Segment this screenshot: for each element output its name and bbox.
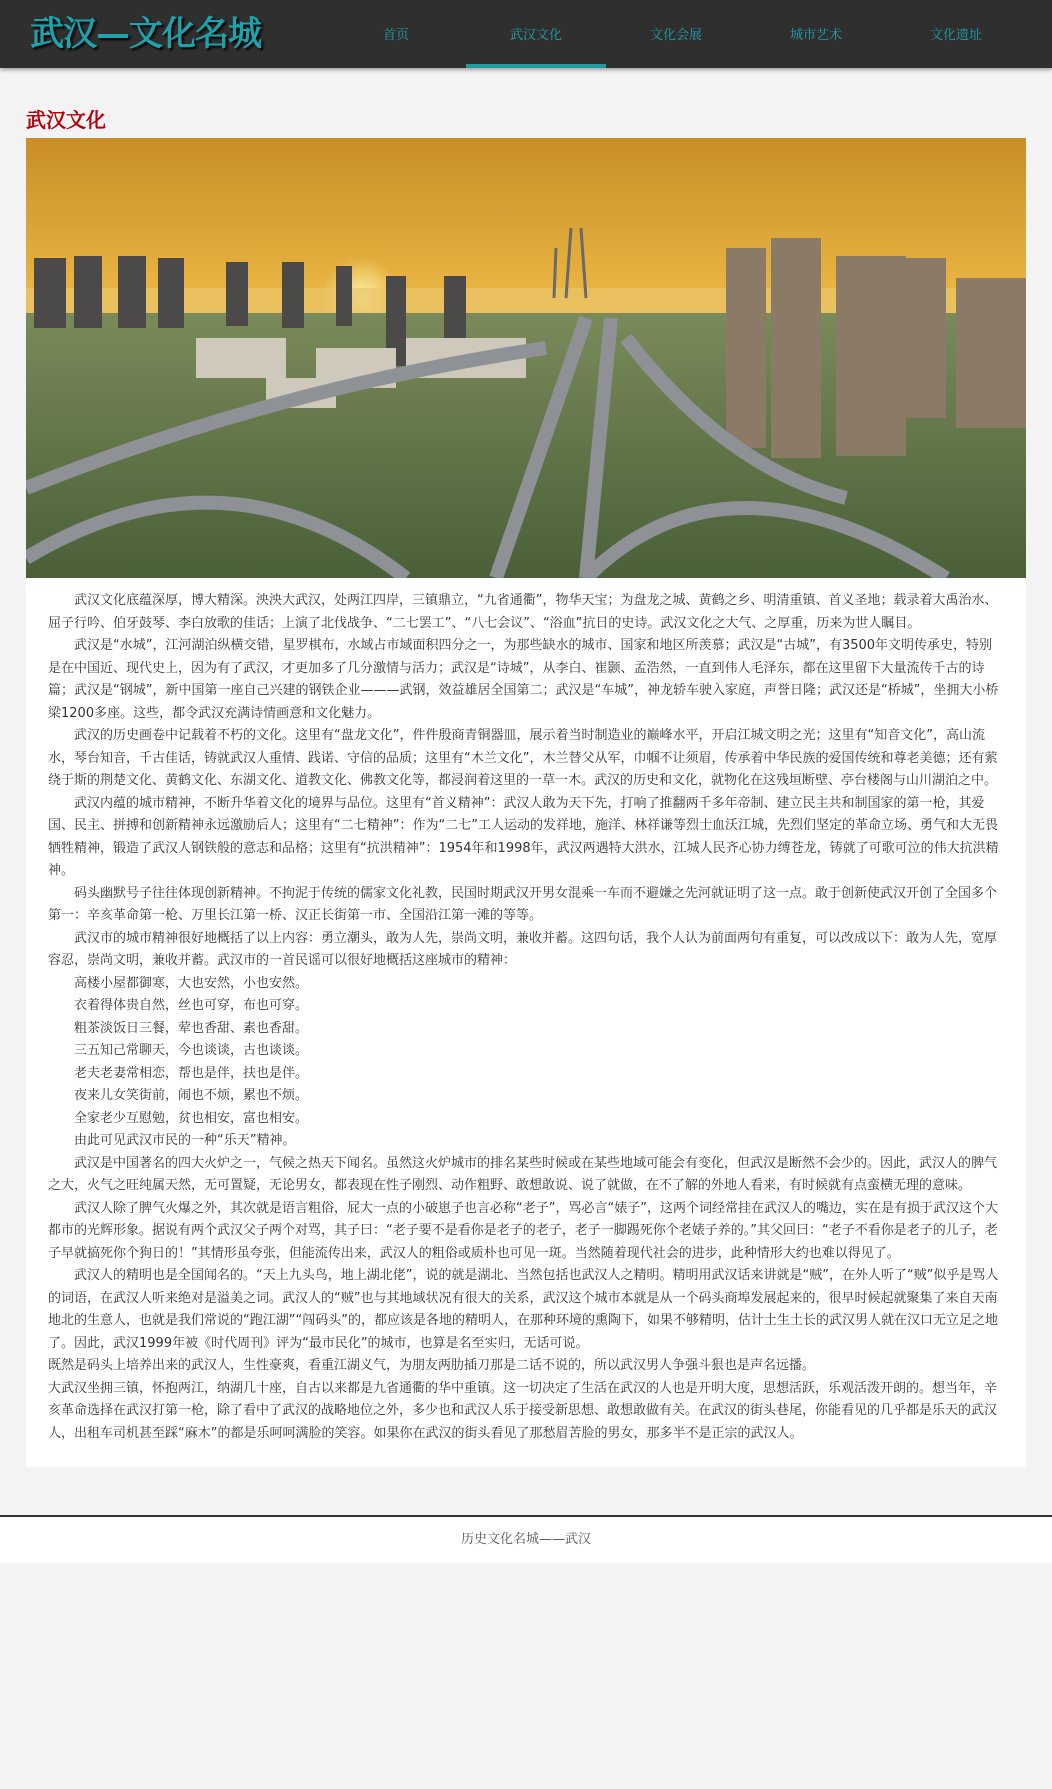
folk-rhyme-line: 夜来儿女笑街前，闹也不烦，累也不烦。 <box>74 1088 309 1103</box>
nav-item-wuhan-culture[interactable]: 武汉文化 <box>466 0 606 68</box>
footer-text: 历史文化名城——武汉 <box>460 1532 591 1547</box>
site-logo[interactable]: 武汉—文化名城 <box>30 14 261 54</box>
site-header <box>0 0 1052 68</box>
paragraph: 武汉人除了脾气火爆之外，其次就是语言粗俗，屁大一点的小破崽子也言必称“老子”，骂必言“婊子”，这两个词经常挂在武汉人的嘴边，实在是有损于武汉这个大都市的光辉形象。据说有两个武汉父子两个对骂，其子曰：“老子要不是看你是老子的老子，老子一脚踢死你个老婊子养的。”其父回曰：“老子不看你是老子的儿子，老子早就搞死你个狗日的！”其情形虽夸张，但能流传出来，武汉人的粗俗或质朴也可见一斑。当然随着现代社会的进步，此种情形大约也难以得见了。 <box>48 1200 998 1261</box>
folk-rhyme-line: 衣着得体贵自然，丝也可穿，布也可穿。 <box>74 998 309 1013</box>
main-nav <box>326 0 1026 68</box>
paragraph: 武汉是中国著名的四大火炉之一，气候之热天下闻名。虽然这火炉城市的排名某些时候或在某些地域可能会有变化，但武汉是断然不会少的。因此，武汉人的脾气之大，火气之旺纯属天然，无可置疑，无论男女，都表现在性子刚烈、动作粗野、敢想敢说、说了就做，在不了解的外地人看来，有时候就有点蛮横无理的意味。 <box>48 1155 998 1193</box>
folk-rhyme-line: 粗茶淡饭日三餐，荤也香甜、素也香甜。 <box>74 1020 309 1036</box>
paragraph: 武汉是“水城”，江河湖泊纵横交错，星罗棋布，水域占市域面积四分之一，为那些缺水的城市、国家和地区所羡慕；武汉是“古城”，有3500年文明传承史，特别是在中国近、现代史上，因为有了武汉，才更加多了几分激情与活力；武汉是“诗城”，从李白、崔颢、孟浩然，一直到伟人毛泽东，都在这里留下大量流传千古的诗篇；武汉是“钢城”，新中国第一座自己兴建的钢铁企业———武钢，效益雄居全国第二；武汉是“车城”，神龙轿车驶入家庭，声誉日隆；武汉还是“桥城”，坐拥大小桥梁1200多座。这些，都令武汉充满诗情画意和文化魅力。 <box>48 638 999 721</box>
paragraph: 码头幽默号子往往体现创新精神。不拘泥于传统的儒家文化礼教，民国时期武汉开男女混乘一车而不避嫌之先河就证明了这一点。敢于创新使武汉开创了全国多个第一：辛亥革命第一枪、万里长江第一桥、汉正长街第一市、全国沿江第一滩的等等。 <box>48 885 998 923</box>
content-panel <box>26 138 1026 1467</box>
nav-item-culture-sites[interactable]: 文化遗址 <box>929 27 982 43</box>
paragraph: 武汉市的城市精神很好地概括了以上内容：勇立潮头，敢为人先，崇尚文明，兼收并蓄。这四句话，我个人认为前面两句有重复，可以改成以下：敢为人先，宽厚容忍，崇尚文明，兼收并蓄。武汉市的一首民谣可以很好地概括这座城市的精神： <box>48 930 998 968</box>
paragraph: 武汉文化底蕴深厚，博大精深。泱泱大武汉，处两江四岸，三镇鼎立，“九省通衢”，物华天宝；为盘龙之城、黄鹤之乡、明清重镇、首义圣地；载录着大禹治水、屈子行吟、伯牙鼓琴、李白放歌的佳话；上演了北伐战争、“二七罢工”、“八七会议”、“浴血”抗日的史诗。武汉文化之大气、之厚重，历来为世人瞩目。 <box>48 593 998 631</box>
article-body <box>26 578 1026 1445</box>
folk-rhyme-line: 全家老少互慰勉，贫也相安，富也相安。 <box>74 1110 309 1126</box>
nav-item-culture-exhibition[interactable]: 文化会展 <box>649 27 702 43</box>
paragraph: 由此可见武汉市民的一种“乐天”精神。 <box>74 1133 296 1148</box>
hero-image <box>26 138 1026 578</box>
paragraph: 既然是码头上培养出来的武汉人，生性豪爽，看重江湖义气，为朋友两肋插刀那是二话不说的，所以武汉男人争强斗狠也是声名远播。 <box>48 1358 816 1373</box>
page-title: 武汉文化 <box>26 108 106 132</box>
paragraph: 武汉内蕴的城市精神，不断升华着文化的境界与品位。这里有“首义精神”：武汉人敢为天下先，打响了推翻两千多年帝制、建立民主共和制国家的第一枪，其爱国、民主、拼搏和创新精神永远激励后人；这里有“二七精神”：作为“二七”工人运动的发祥地，施洋、林祥谦等烈士血沃江城，先烈们坚定的革命立场、勇气和大无畏牺牲精神，锻造了武汉人钢铁般的意志和品格；这里有“抗洪精神”：1954年和1998年，武汉两遇特大洪水，江城人民齐心协力缚苍龙，铸就了可歌可泣的伟大抗洪精神。 <box>48 795 999 878</box>
folk-rhyme-line: 高楼小屋都御寒，大也安然，小也安然。 <box>74 975 309 991</box>
folk-rhyme-line: 老夫老妻常相恋，帮也是伴，扶也是伴。 <box>74 1065 309 1081</box>
paragraph: 武汉的历史画卷中记载着不朽的文化。这里有“盘龙文化”，件件殷商青铜器皿，展示着当时制造业的巅峰水平，开启江城文明之光；这里有“知音文化”，高山流水，琴台知音，千古佳话，铸就武汉人重情、践诺、守信的品质；这里有“木兰文化”，木兰替父从军，巾帼不让须眉，传承着中华民族的爱国传统和尊老美德；还有萦绕于斯的荆楚文化、黄鹤文化、东湖文化、道教文化、佛教文化等，都浸润着这里的一草一木。武汉的历史和文化，就物化在这残垣断壁、亭台楼阁与山川湖泊之中。 <box>48 728 998 788</box>
nav-item-city-art[interactable]: 城市艺术 <box>789 27 842 43</box>
paragraph: 武汉人的精明也是全国闻名的。“天上九头鸟，地上湖北佬”，说的就是湖北、当然包括也武汉人之精明。精明用武汉话来讲就是“贼”，在外人听了“贼”似乎是骂人的词语，在武汉人听来绝对是溢美之词。武汉人的“贼”也与其地域状况有很大的关系，武汉这个城市本就是从一个码头商埠发展起来的，很早时候起就聚集了来自天南地北的生意人，也就是我们常说的“跑江湖”“闯码头”的，都应该是各地的精明人，在那种环境的熏陶下，如果不够精明，估计土生土长的武汉男人就在汉口无立足之地了。因此，武汉1999年被《时代周刊》评为“最市民化”的城市，也算是名至实归，无话可说。 <box>48 1268 999 1351</box>
nav-item-home[interactable]: 首页 <box>382 27 409 43</box>
folk-rhyme-line: 三五知己常聊天，今也谈谈，古也谈谈。 <box>74 1043 309 1058</box>
paragraph: 大武汉坐拥三镇，怀抱两江，纳湖几十座，自古以来都是九省通衢的华中重镇。这一切决定了生活在武汉的人也是开明大度，思想活跃，乐观活泼开朗的。想当年，辛亥革命选择在武汉打第一枪，除了看中了武汉的战略地位之外，多少也和武汉人乐于接受新思想、敢想敢做有关。在武汉的街头巷尾，你能看见的几乎都是乐天的武汉人，出租车司机甚至踩“麻木”的都是乐呵呵满脸的笑容。如果你在武汉的街头看见了那愁眉苦脸的男女，那多半不是正宗的武汉人。 <box>48 1380 998 1441</box>
site-footer <box>0 1515 1052 1563</box>
